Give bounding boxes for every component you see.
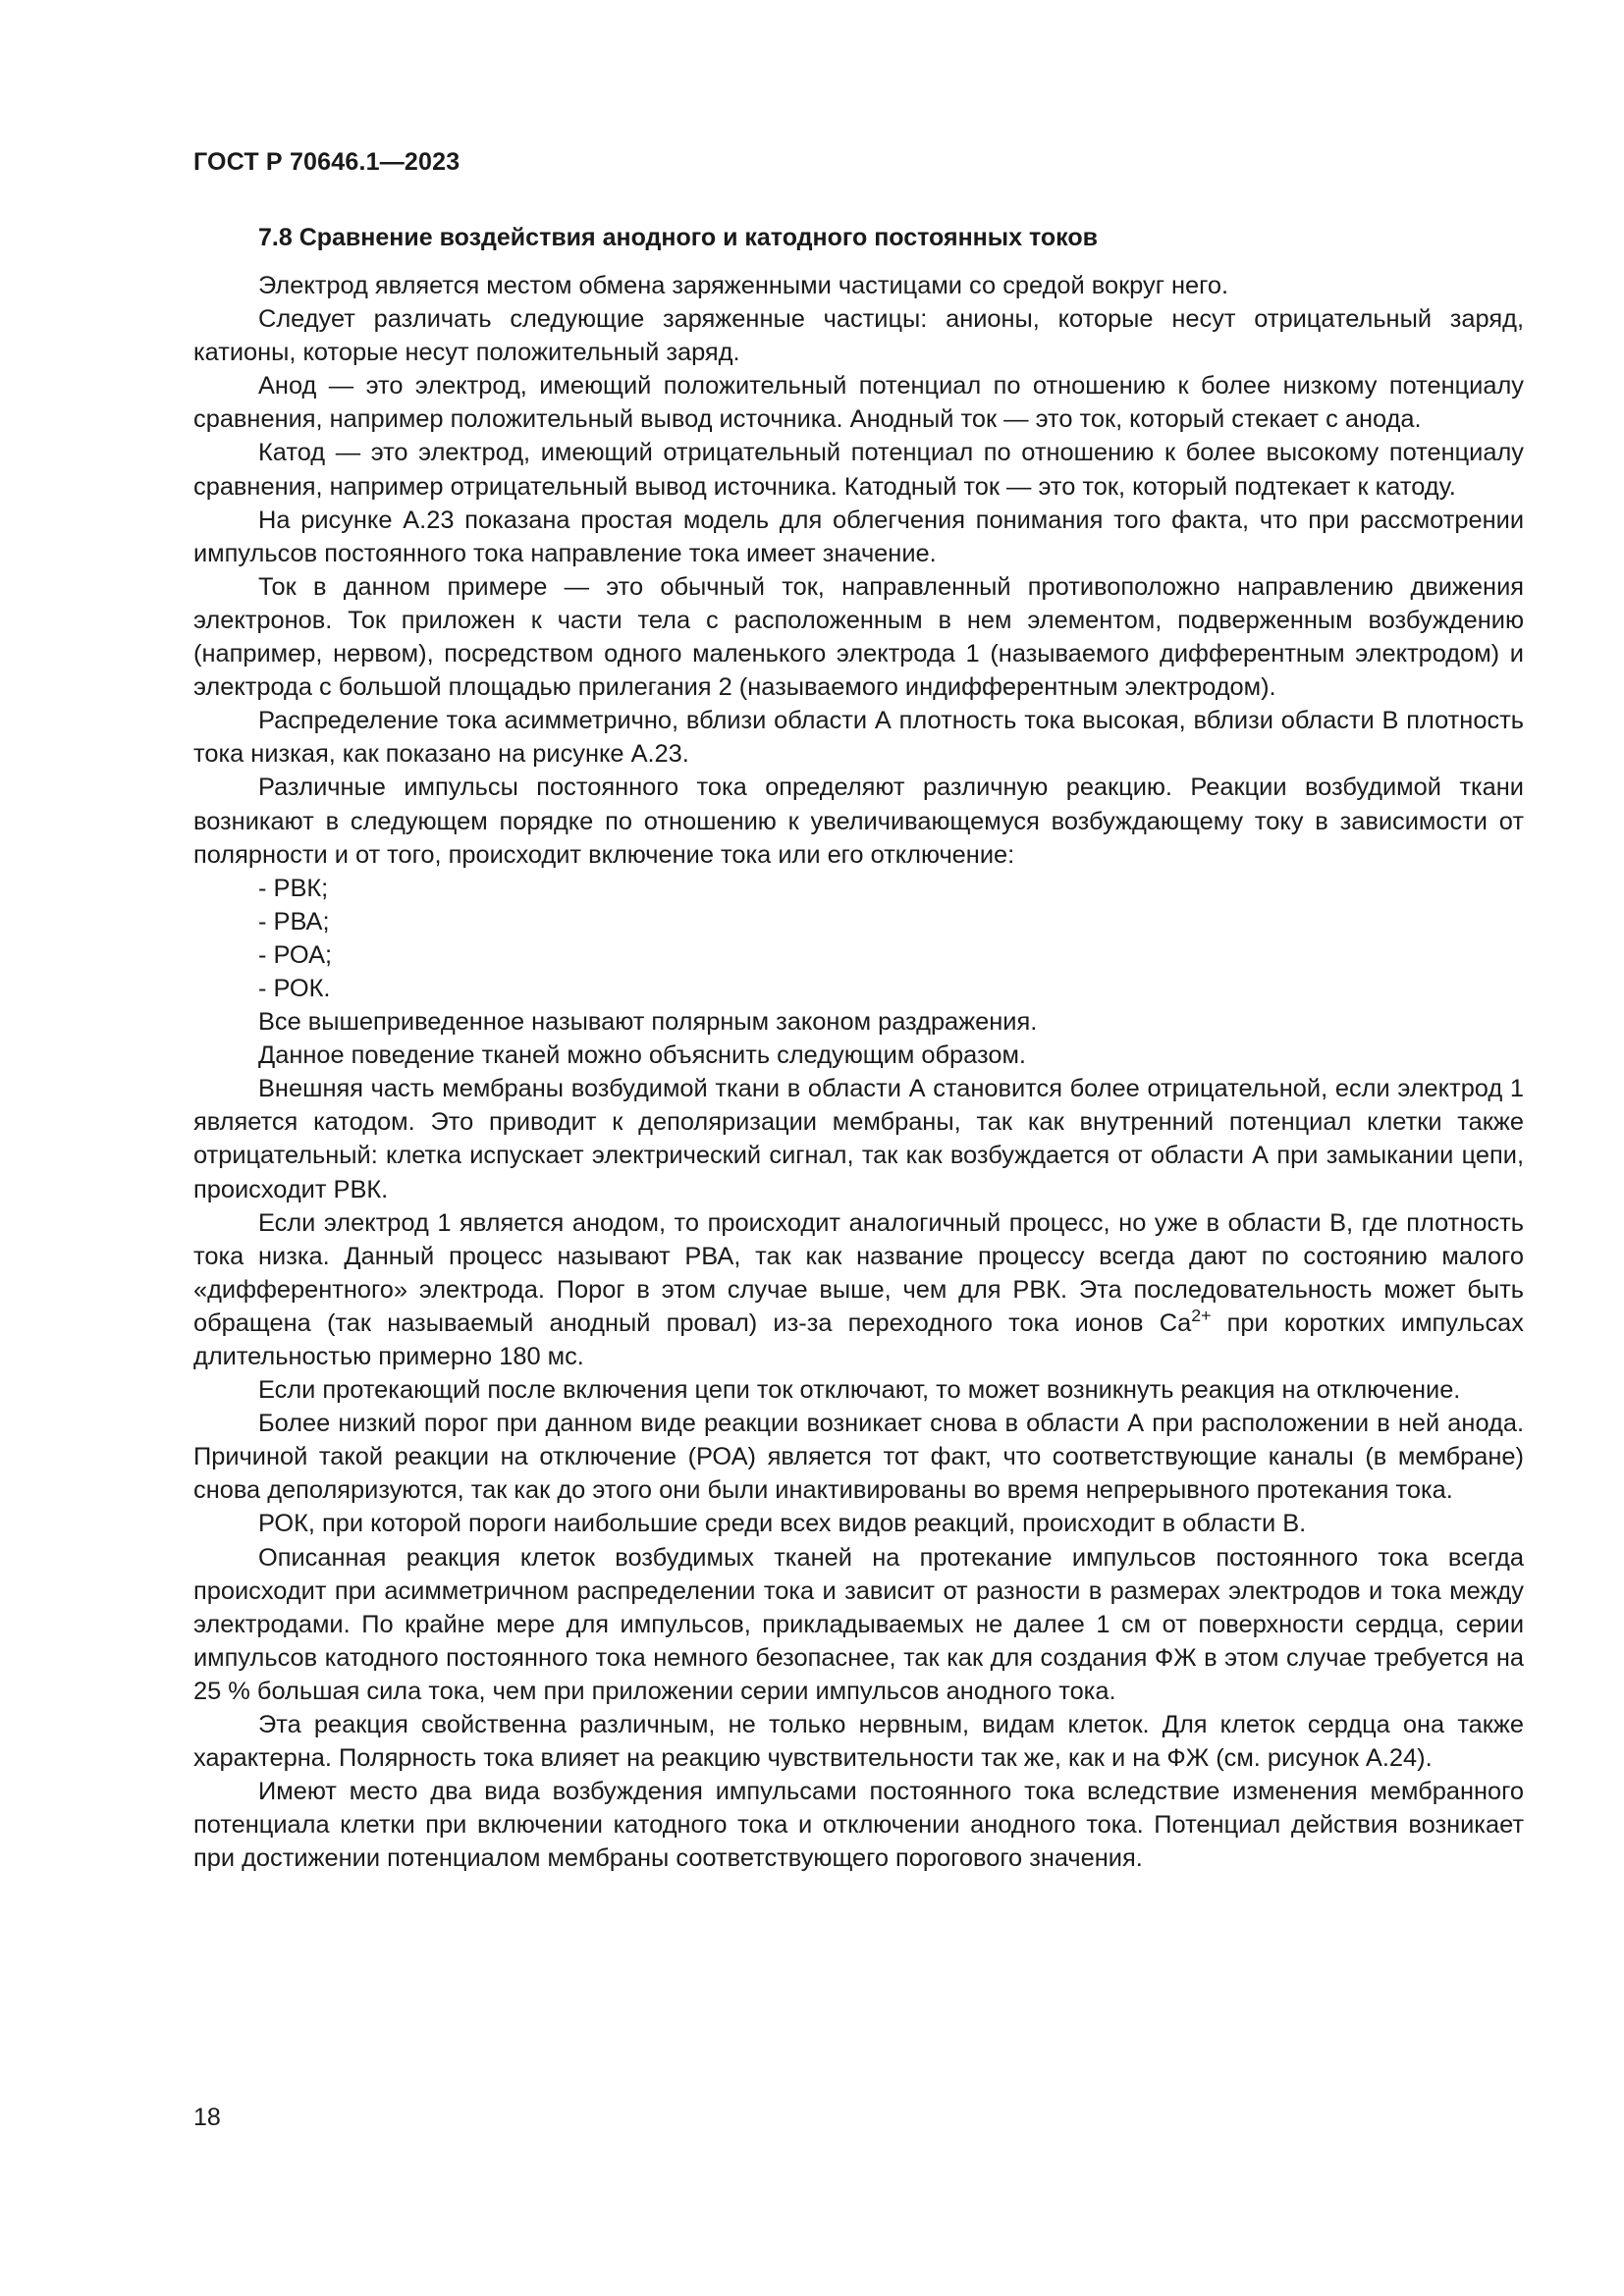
paragraph: Если протекающий после включения цепи ток отключают, то может возникнуть реакция на отключение.: [258, 1376, 1461, 1405]
page-number: 18: [193, 2104, 221, 2131]
paragraph: На рисунке А.23 показана простая модель для облегчения понимания того факта, что при рассмотрении импульсов постоянного тока направление тока имеет значение.: [193, 506, 1524, 567]
paragraph: Распределение тока асимметрично, вблизи области А плотность тока высокая, вблизи области В плотность тока низкая, как показано на рисунке А.23.: [193, 707, 1524, 769]
paragraph: Имеют место два вида возбуждения импульсами постоянного тока вследствие изменения мембранного потенциала клетки при включении катодного тока и отключении анодного тока. Потенциал действия возникает при достижении потенциалом мембраны соответствующего порогового значения.: [193, 1778, 1524, 1873]
list-item: - РВА;: [258, 907, 330, 935]
paragraph: Различные импульсы постоянного тока определяют различную реакцию. Реакции возбудимой ткани возникают в следующем порядке по отношению к увеличивающемуся возбуждающему току в зависимости от полярности и от того, происходит включение тока или его отключение:: [193, 774, 1524, 869]
paragraph: Следует различать следующие заряженные частицы: анионы, которые несут отрицательный заряд, катионы, которые несут положительный заряд.: [193, 305, 1524, 367]
paragraph: Более низкий порог при данном виде реакции возникает снова в области А при расположении в ней анода. Причиной такой реакции на отключение (РОА) является тот факт, что соответствующие каналы (в мембране) снова деполяризуются, так как до этого они были инактивированы во время непрерывного протекания тока.: [193, 1410, 1524, 1505]
paragraph-text: при коротких импульсах длительностью примерно 180 мс.: [193, 1308, 1524, 1370]
paragraph: [193, 1206, 1524, 1373]
section-title: 7.8 Сравнение воздействия анодного и катодного постоянных токов: [258, 224, 1098, 251]
superscript-charge: 2+: [1191, 1306, 1212, 1326]
paragraph: Все вышеприведенное называют полярным законом раздражения.: [258, 1008, 1038, 1037]
list-item: - РОА;: [258, 940, 333, 969]
paragraph: Данное поведение тканей можно объяснить следующим образом.: [258, 1041, 1026, 1070]
paragraph: Ток в данном примере — это обычный ток, направленный противоположно направлению движения электронов. Ток приложен к части тела с расположенным в нем элементом, подверженным возбуждению (например, нервом), посредством одного маленького электрода 1 (называемого дифферентным электродом) и электрода с большой площадью прилегания 2 (называемого индифферентным электродом).: [193, 572, 1524, 702]
paragraph: Катод — это электрод, имеющий отрицательный потенциал по отношению к более высокому потенциалу сравнения, например отрицательный вывод источника. Катодный ток — это ток, который подтекает к катоду.: [193, 439, 1524, 501]
paragraph: РОК, при которой пороги наибольшие среди всех видов реакций, происходит в области В.: [258, 1510, 1307, 1538]
paragraph: Эта реакция свойственна различным, не только нервным, видам клеток. Для клеток сердца она также характерна. Полярность тока влияет на реакцию чувствительности так же, как и на ФЖ (см. рисунок А.24).: [193, 1711, 1524, 1773]
paragraph-text: Если электрод 1 является анодом, то происходит аналогичный процесс, но уже в области В, где плотность тока низка. Данный процесс называют РВА, так как название процессу всегда дают по состоянию малого «дифферентного» электрода. Порог в этом случае выше, чем для РВК. Эта последовательность может быть обращена (так называемый анодный провал) из-за переходного тока ионов Ca: [193, 1208, 1524, 1337]
list-item: - РВК;: [258, 874, 329, 902]
paragraph: Внешняя часть мембраны возбудимой ткани в области А становится более отрицательной, если электрод 1 является катодом. Это приводит к деполяризации мембраны, так как внутренний потенциал клетки также отрицательный: клетка испускает электрический сигнал, так как возбуждается от области А при замыкании цепи, происходит РВК.: [193, 1075, 1524, 1203]
paragraph: Анод — это электрод, имеющий положительный потенциал по отношению к более низкому потенциалу сравнения, например положительный вывод источника. Анодный ток — это ток, который стекает с анода.: [193, 372, 1524, 434]
paragraph: Описанная реакция клеток возбудимых тканей на протекание импульсов постоянного тока всегда происходит при асимметричном распределении тока и зависит от разности в размерах электродов и тока между электродами. По крайне мере для импульсов, прикладываемых не далее 1 см от поверхности сердца, серии импульсов катодного постоянного тока немного безопаснее, так как для создания ФЖ в этом случае требуется на 25 % большая сила тока, чем при приложении серии импульсов анодного тока.: [193, 1543, 1524, 1705]
document-body: [193, 269, 1524, 1876]
list-item: - РОК.: [258, 974, 331, 1002]
paragraph: Электрод является местом обмена заряженными частицами со средой вокруг него.: [258, 272, 1229, 299]
document-code-header: ГОСТ Р 70646.1—2023: [193, 148, 460, 176]
